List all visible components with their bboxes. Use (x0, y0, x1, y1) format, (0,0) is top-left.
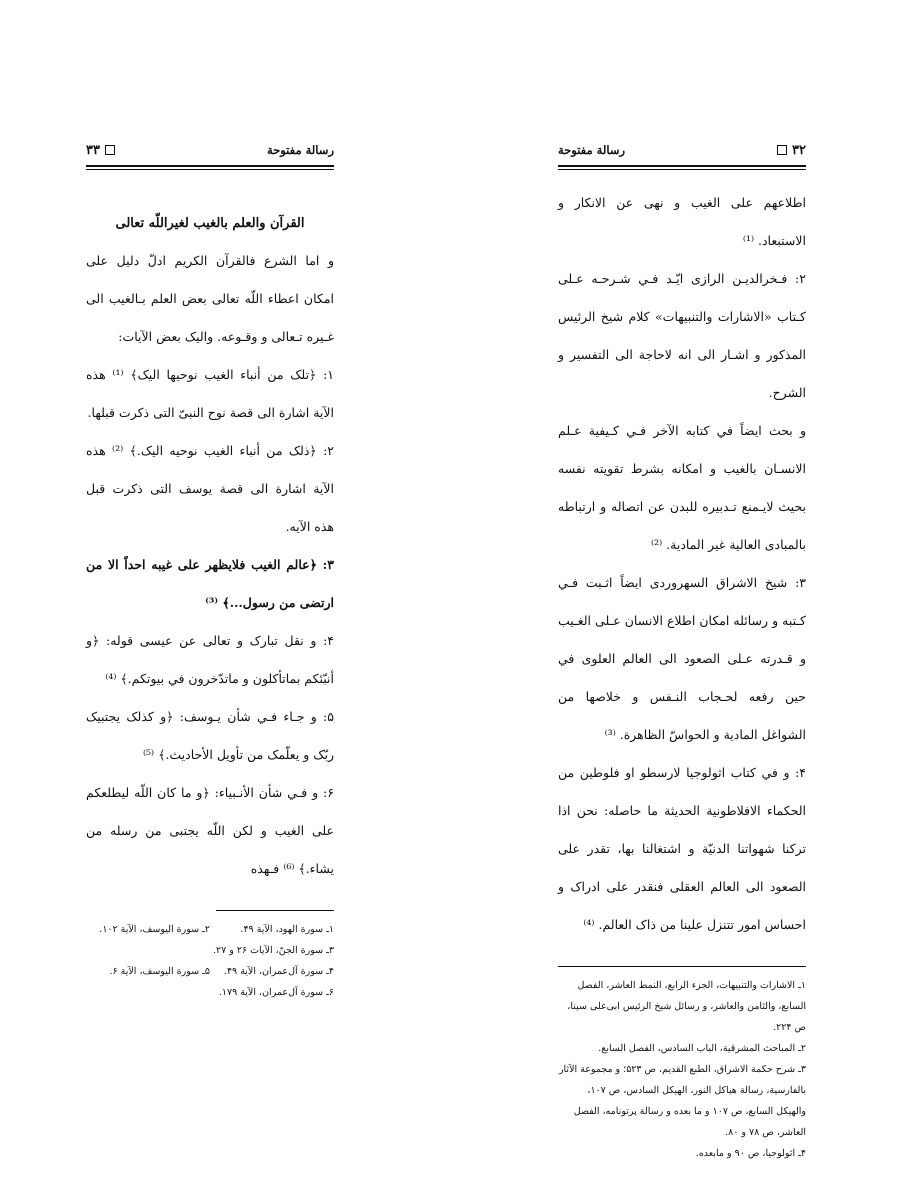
paragraph: ۲: ﴿ذلک من أنباء الغیب نوحیه الیک.﴾ ⁽²⁾ هذه الآیة اشارة الی قصة یوسف التی ذکرت قبل هذه الآیه. (86, 443, 334, 534)
page-number (86, 143, 115, 158)
paragraph: ۲: فـخرالدیـن الرازی ایّـد فـي شـرحـه عـلی کـتاب «الاشارات والتنبیهات» کلام شیخ الرئیس المذکور و اشـار الی انه لاحاجة الی التفسیر و الشرح. (558, 271, 806, 400)
running-title: رسالة مفتوحة (266, 143, 334, 157)
header-rule-thick (86, 165, 334, 167)
page-header (558, 140, 806, 160)
paragraph: و بحث ایضاً في کتابه الآخر فـي کـیفیة عـلم الانسـان بالغیب و امکانه بشرط تقویته نفسه بحیث لایـمنع تـدبیره للبدن عن اتصاله و ارتباطه بالمبادی العالیة غیر المادیة. ⁽²⁾ (558, 423, 806, 552)
header-rule-thick (558, 165, 806, 167)
footnote: ۲ـ سورة الیوسف، الآیة ۱۰۲. (99, 924, 210, 935)
page-number-square-icon (105, 145, 115, 155)
left-page (86, 140, 334, 1003)
footnote: ۱ـ سورة الهود، الآیة ۴۹. (240, 924, 334, 935)
footnote: ۳ـ سورة الجنّ، الآیات ۲۶ و ۲۷. (212, 945, 334, 956)
paragraph: ۱: ﴿تلک من أنباء الغیب نوحیها الیک﴾ ⁽¹⁾ هذه الآیة اشارة الی قصة نوح النبیّ التی ذکرت قبلها. (86, 367, 334, 420)
footnotes (558, 975, 806, 1164)
paragraph: ۳: ﴿عالم الغیب فلایظهر علی غیبه احداً الا من ارتضی من رسول...﴾ ⁽³⁾ (86, 557, 334, 610)
body-text (86, 242, 334, 888)
footnote: ۶ـ سورة آل‌عمران، الآیة ۱۷۹. (218, 987, 334, 998)
paragraph: و اما الشرع فالقرآن الکریم ادلّ دلیل علی امکان اعطاء اللّه تعالی بعض العلم بـالغیب الی غـیره تـعالی و وقـوعه. والیک بعض الآیات: (86, 253, 334, 344)
page-number-square-icon (777, 145, 787, 155)
section-title: القرآن والعلم بالغیب لغیراللّه تعالی (115, 216, 305, 231)
right-page (558, 140, 806, 1164)
footnote-separator (216, 910, 334, 911)
paragraph: ۴: و نقل تبارک و تعالی عن عیسی قوله: ﴿و أنبّئکم بماتأکلون و ماتدّخرون في بیوتکم.﴾ ⁽⁴⁾ (86, 633, 334, 686)
paragraph: ۳: شیخ الاشراق السهروردی ایضاً اثـبت فـي کـتبه و رسائله امکان اطلاع الانسان عـلی الغـیب و قـدرته عـلی الصعود الی العالم العلوی في حین رفعه لحـجاب النـفس و خلاصها من الشواغل المادیة و الحواسّ الظاهرة. ⁽³⁾ (558, 575, 806, 742)
footnote: ۳ـ شرح حکمة الاشراق، الطبع القدیم، ص ۵۲۳؛ و مجموعة الآثار بالفارسیة، رسالة هیاکل النور، الهیکل السادس، ص ۱۰۷، والهیکل السابع، ص ۱۰۷ و ما بعده و رسالة پرتونامه، الفصل العاشر، ص ۷۸ و ۸۰. (558, 1064, 806, 1138)
footnote-separator (558, 966, 806, 967)
header-rule-thin (558, 169, 806, 170)
footnote: ۲ـ المباحث المشرقیة، الباب السادس، الفصل السابع. (598, 1043, 806, 1054)
running-title: رسالة مفتوحة (558, 143, 626, 157)
page-number-value: ۳۲ (792, 142, 806, 158)
paragraph: ۶: و فـي شأن الأنـبیاء: ﴿و ما کان اللّه لیطلعکم علی الغیب و لکن اللّه یجتبی من رسله من یشاء.﴾ ⁽⁶⁾ فـهذه (86, 785, 334, 876)
page-header (86, 140, 334, 160)
paragraph: ۴: و في کتاب اثولوجیا لارسطو او فلوطین من الحکماء الافلاطونیة الحدیثة ما حاصله: نحن اذا ترکنا شهواتنا الدنیّة و اشتغالنا بها، تقدر علی الصعود الی العالم العقلی فنقدر علی ادراک و احساس امور تتنزل علینا من ذاک العالم. ⁽⁴⁾ (558, 765, 806, 932)
page-number-value: ۳۳ (86, 142, 100, 158)
body-text (558, 184, 806, 944)
page-number (777, 143, 806, 158)
paragraph: اطلاعهم علی الغیب و نهی عن الانکار و الاستبعاد. ⁽¹⁾ (558, 195, 806, 248)
footnotes (86, 919, 334, 1003)
header-rule-thin (86, 169, 334, 170)
paragraph: ۵: و جـاء فـي شأن یـوسف: ﴿و کذلک یجتبیک ربّک و یعلّمک من تأویل الأحادیث.﴾ ⁽⁵⁾ (86, 709, 334, 762)
footnote: ۴ـ اثولوجیا، ص ۹۰ و مابعده. (695, 1148, 806, 1159)
footnote: ۴ـ سورة آل‌عمران، الآیة ۴۹. (223, 966, 334, 977)
footnote: ۱ـ الاشارات والتنبیهات، الجزء الرابع، النمط العاشر، الفصل السابع، والثامن والعاشر، و رسائل شیخ الرئیس ابی‌علی سینا، ص ۲۲۴. (567, 980, 806, 1033)
footnote: ۵ـ سورة الیوسف، الآیة ۶. (109, 966, 210, 977)
